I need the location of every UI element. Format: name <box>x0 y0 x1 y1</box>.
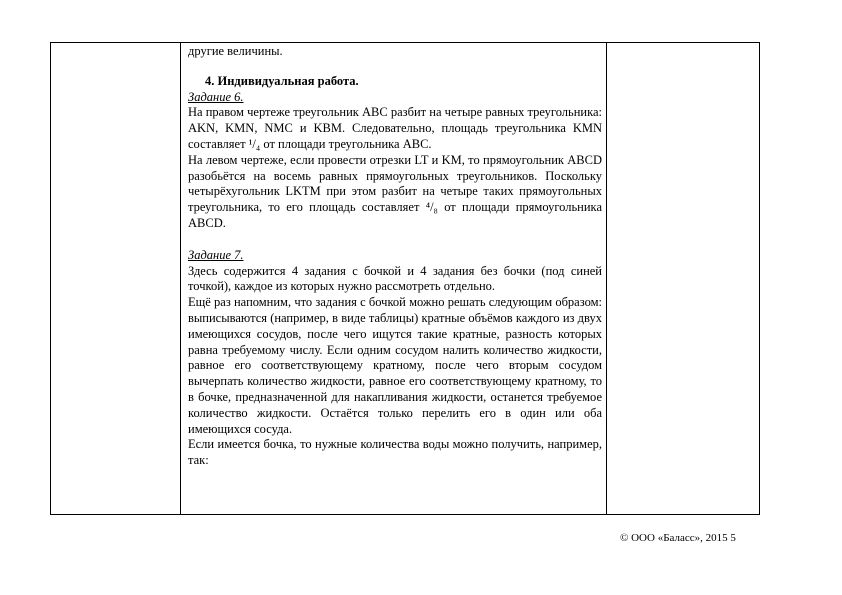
lesson-table <box>50 42 760 515</box>
section-heading: 4. Индивидуальная работа. <box>205 73 359 88</box>
task-7-paragraph-3: Если имеется бочка, то нужные количества воды можно получить, например, так: <box>188 437 602 468</box>
task-6-paragraph-2: На левом чертеже, если провести отрезки LT и KM, то прямоугольник ABCD разобьётся на восемь равных прямоугольных треугольников. Поскольку четырёхугольник LKTM при этом разбит на четыре таких прямоугольных треугольника, то его площадь составляет ⁴/₈ от площади прямоугольника ABCD. <box>188 152 602 230</box>
task-7-title: Задание 7. <box>188 247 244 262</box>
task-7-paragraph-2: Ещё раз напомним, что задания с бочкой можно решать следующим образом: выписываются (например, в виде таблицы) кратные объёмов каждого из двух имеющихся сосудов, после чего ищутся такие кратные, разность которых равна требуемому числу. Если одним сосудом налить количество жидкости, равное его соответствующему кратному, после чего вторым сосудом вычерпать количество жидкости, равное его соответствующему кратному, то в бочке, предназначенной для накапливания жидкости, останется требуемое количество жидкости. Остаётся только перелить его в один или оба имеющихся сосуда. <box>188 295 602 436</box>
column-divider-left <box>180 43 181 514</box>
column-divider-right <box>606 43 607 514</box>
task-6-paragraph-1: На правом чертеже треугольник ABC разбит на четыре равных треугольника: AKN, KMN, NMC и KBM. Следовательно, площадь треугольника KMN составляет ¹/₄ от площади треугольника ABC. <box>188 105 602 151</box>
spacer <box>188 232 602 248</box>
intro-text: другие величины. <box>188 44 283 58</box>
content-column <box>188 44 602 469</box>
copyright-footer: © ООО «Баласс», 2015 5 <box>620 532 736 544</box>
task-6-title: Задание 6. <box>188 89 244 104</box>
task-7-paragraph-1: Здесь содержится 4 задания с бочкой и 4 задания без бочки (под синей точкой), каждое из которых нужно рассмотреть отдельно. <box>188 263 602 294</box>
